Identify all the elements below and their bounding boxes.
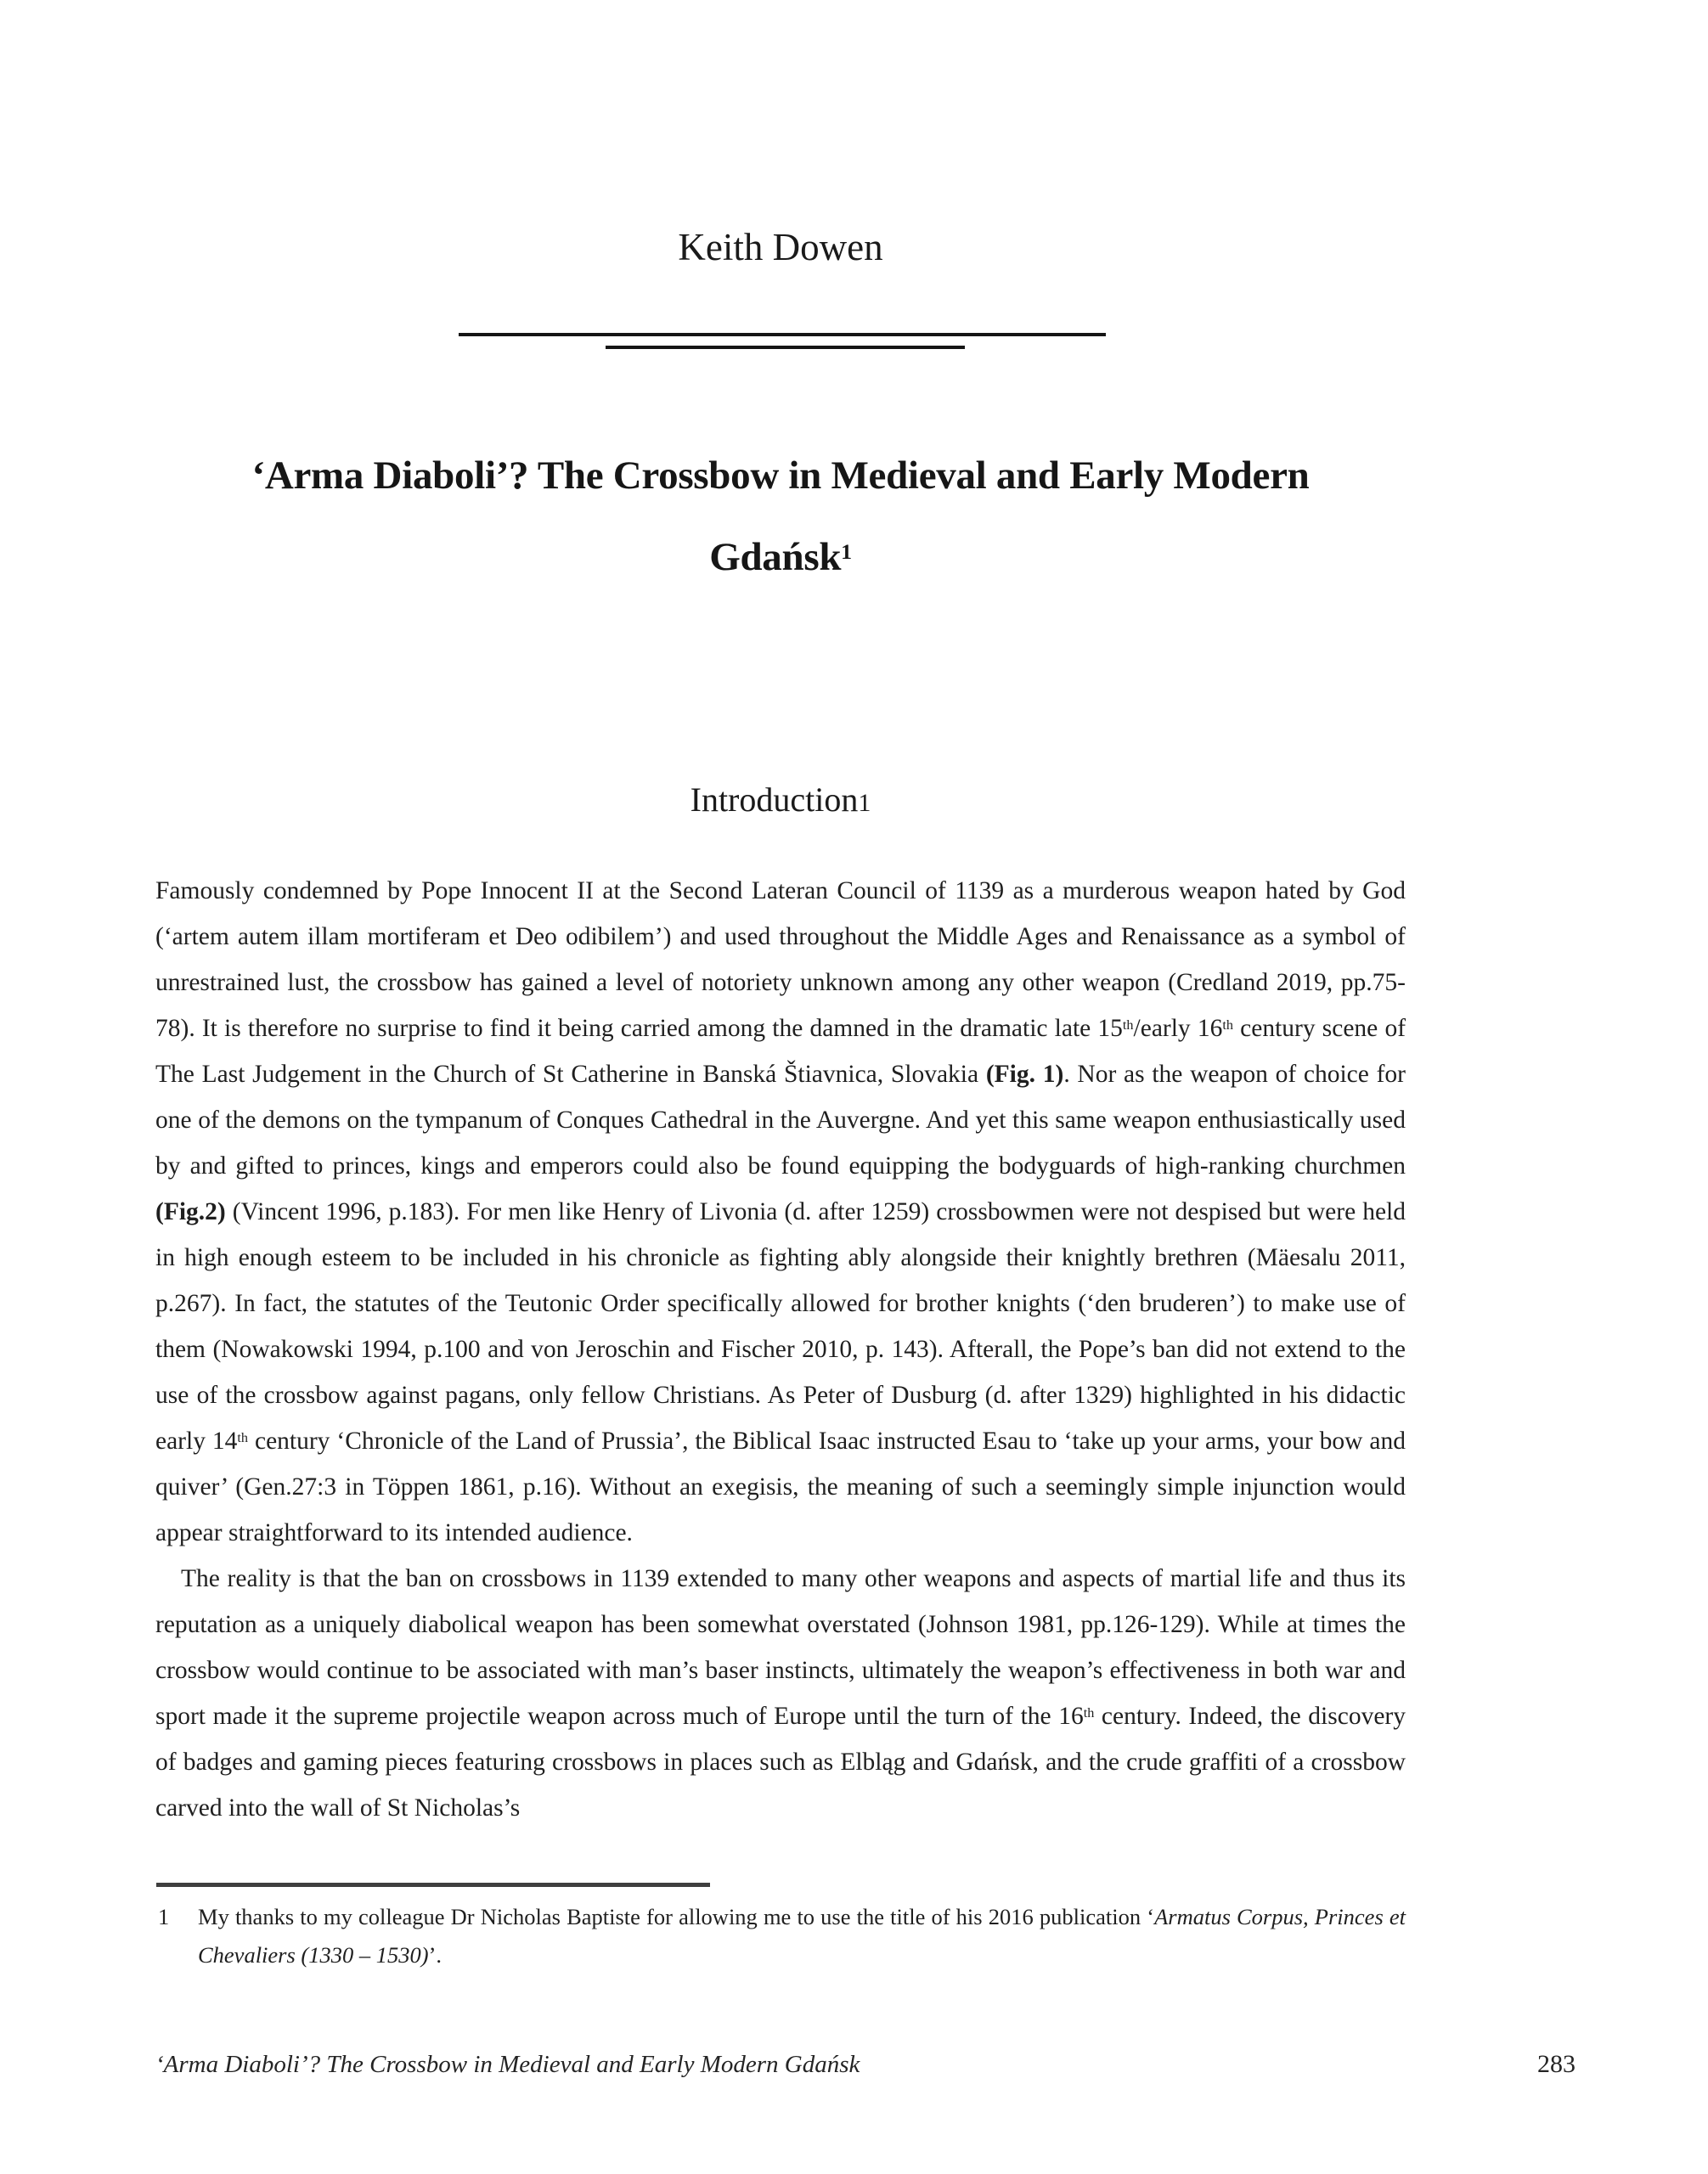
section-heading <box>155 780 1406 819</box>
body-paragraph-1: Famously condemned by Pope Innocent II at the Second Lateran Council of 1139 as a murderous weapon hated by God (‘artem autem illam mortiferam et Deo odibilem’) and used throughout the Middle Ages and Renaissance as a symbol of unrestrained lust, the crossbow has gained a level of notoriety unknown among any other weapon (Credland 2019, pp.75-78). It is therefore no surprise to find it being carried among the damned in the dramatic late 15th/early 16th century scene of The Last Judgement in the Church of St Catherine in Banská Štiavnica, Slovakia (Fig. 1). Nor as the weapon of choice for one of the demons on the tympanum of Conques Cathedral in the Auvergne. And yet this same weapon enthusiastically used by and gifted to princes, kings and emperors could also be found equipping the bodyguards of high-ranking churchmen (Fig.2) (Vincent 1996, p.183). For men like Henry of Livonia (d. after 1259) crossbowmen were not despised but were held in high enough esteem to be included in his chronicle as fighting ably alongside their knightly brethren (Mäesalu 2011, p.267). In fact, the statutes of the Teutonic Order specifically allowed for brother knights (‘den bruderen’) to make use of them (Nowakowski 1994, p.100 and von Jeroschin and Fischer 2010, p. 143). Afterall, the Pope’s ban did not extend to the use of the crossbow against pagans, only fellow Christians. As Peter of Dusburg (d. after 1329) highlighted in his didactic early 14th century ‘Chronicle of the Land of Prussia’, the Biblical Isaac instructed Esau to ‘take up your arms, your bow and quiver’ (Gen.27:3 in Töppen 1861, p.16). Without an exegisis, the meaning of such a seemingly simple injunction would appear straightforward to its intended audience. <box>155 877 1406 1546</box>
footnote-separator <box>156 1883 710 1887</box>
article-title-line2-text: Gdańsk <box>709 535 842 579</box>
body-text <box>155 868 1406 1831</box>
running-title: ‘Arma Diaboli’? The Crossbow in Medieval and Early Modern Gdańsk <box>155 2051 860 2078</box>
section-heading-text: Introduction <box>690 780 859 819</box>
article-title <box>155 435 1406 598</box>
title-footnote-marker: 1 <box>841 539 852 565</box>
page-number: 283 <box>1537 2050 1576 2078</box>
page-footer <box>155 2050 1576 2079</box>
article-title-line1: ‘Arma Diaboli’? The Crossbow in Medieval and Early Modern <box>251 453 1310 498</box>
body-paragraph-2: The reality is that the ban on crossbows in 1139 extended to many other weapons and aspects of martial life and thus its reputation as a uniquely diabolical weapon has been somewhat overstated (Johnson 1981, pp.126-129). While at times the crossbow would continue to be associated with man’s baser instincts, ultimately the weapon’s effectiveness in both war and sport made it the supreme projectile weapon across much of Europe until the turn of the 16th century. Indeed, the discovery of badges and gaming pieces featuring crossbows in places such as Elbląg and Gdańsk, and the crude graffiti of a crossbow carved into the wall of St Nicholas’s <box>155 1565 1406 1822</box>
title-rule-short <box>606 346 965 349</box>
footnote <box>156 1898 1406 1974</box>
title-rule-long <box>459 333 1106 336</box>
author-name: Keith Dowen <box>678 226 883 268</box>
footnote-text: My thanks to my colleague Dr Nicholas Baptiste for allowing me to use the title of his 2016 publication ‘Armatus Corpus, Princes et Chevaliers (1330 – 1530)’. <box>198 1904 1406 1968</box>
article-title-line2 <box>155 516 1406 598</box>
footnote-marker: 1 <box>158 1904 170 1929</box>
section-heading-marker: 1 <box>858 789 871 817</box>
